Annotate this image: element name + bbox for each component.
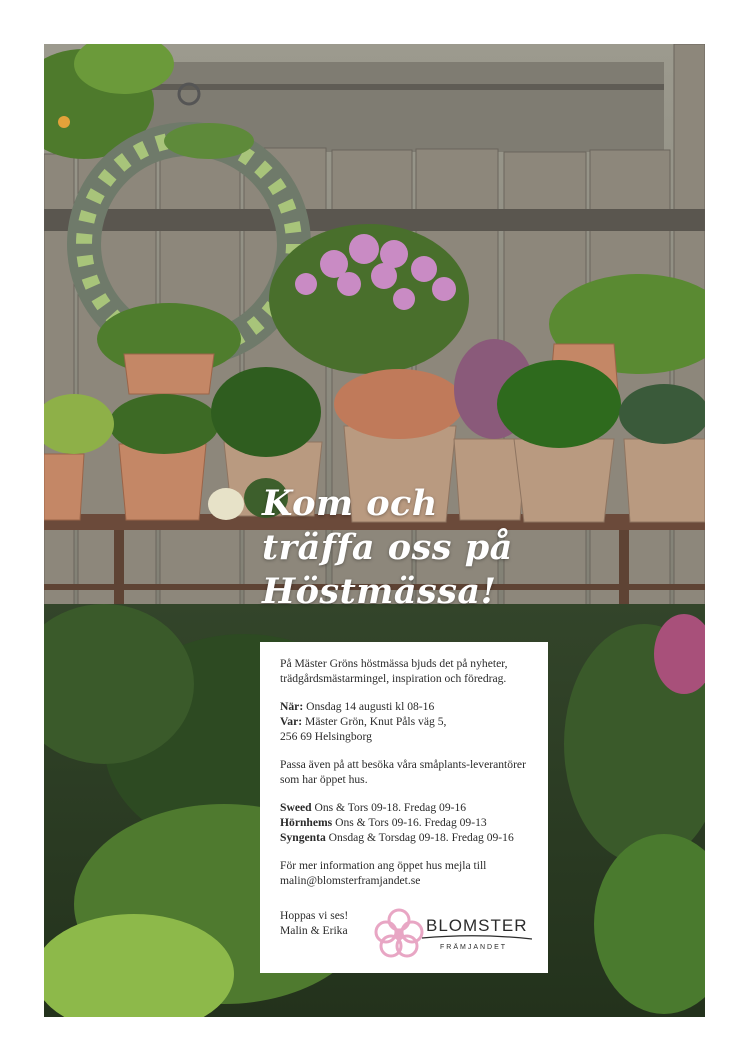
info-card (260, 642, 548, 973)
headline-line-2: träffa oss på (262, 527, 513, 568)
logo-name: BLOMSTER (426, 916, 528, 935)
when-value: Onsdag 14 augusti kl 08-16 (303, 700, 435, 713)
supplier-list (280, 800, 532, 845)
supplier-item: Syngenta Onsdag & Torsdag 09-18. Fredag 09-16 (280, 831, 514, 844)
sign-line-1: Hoppas vi ses! (280, 909, 349, 922)
where-value-2: 256 69 Helsingborg (280, 730, 372, 743)
supplier-item: Hörnhems Ons & Tors 09-16. Fredag 09-13 (280, 816, 487, 829)
info-text: För mer information ang öppet hus mejla till (280, 859, 487, 872)
signature (280, 908, 348, 938)
email-link[interactable]: malin@blomsterframjandet.se (280, 874, 421, 887)
headline-line-3: Höstmässa! (262, 571, 497, 612)
when-label: När: (280, 700, 304, 713)
event-details (280, 699, 532, 744)
headline (262, 482, 592, 614)
intro-text: På Mäster Gröns höstmässa bjuds det på nyheter, trädgårdsmästarmingel, inspiration och föredrag. (280, 657, 508, 685)
supplier-item: Sweed Ons & Tors 09-18. Fredag 09-16 (280, 801, 467, 814)
headline-line-1: Kom och (262, 483, 438, 524)
visit-text: Passa även på att besöka våra småplants-leverantörer som har öppet hus. (280, 758, 526, 786)
contact-text (280, 858, 532, 888)
logo-subtitle: FRÄMJANDET (440, 944, 508, 951)
blomsterframjandet-logo (374, 906, 534, 962)
sign-line-2: Malin & Erika (280, 924, 348, 937)
flower-logo-icon (374, 906, 424, 962)
where-label: Var: (280, 715, 303, 728)
where-value: Mäster Grön, Knut Påls väg 5, (302, 715, 447, 728)
